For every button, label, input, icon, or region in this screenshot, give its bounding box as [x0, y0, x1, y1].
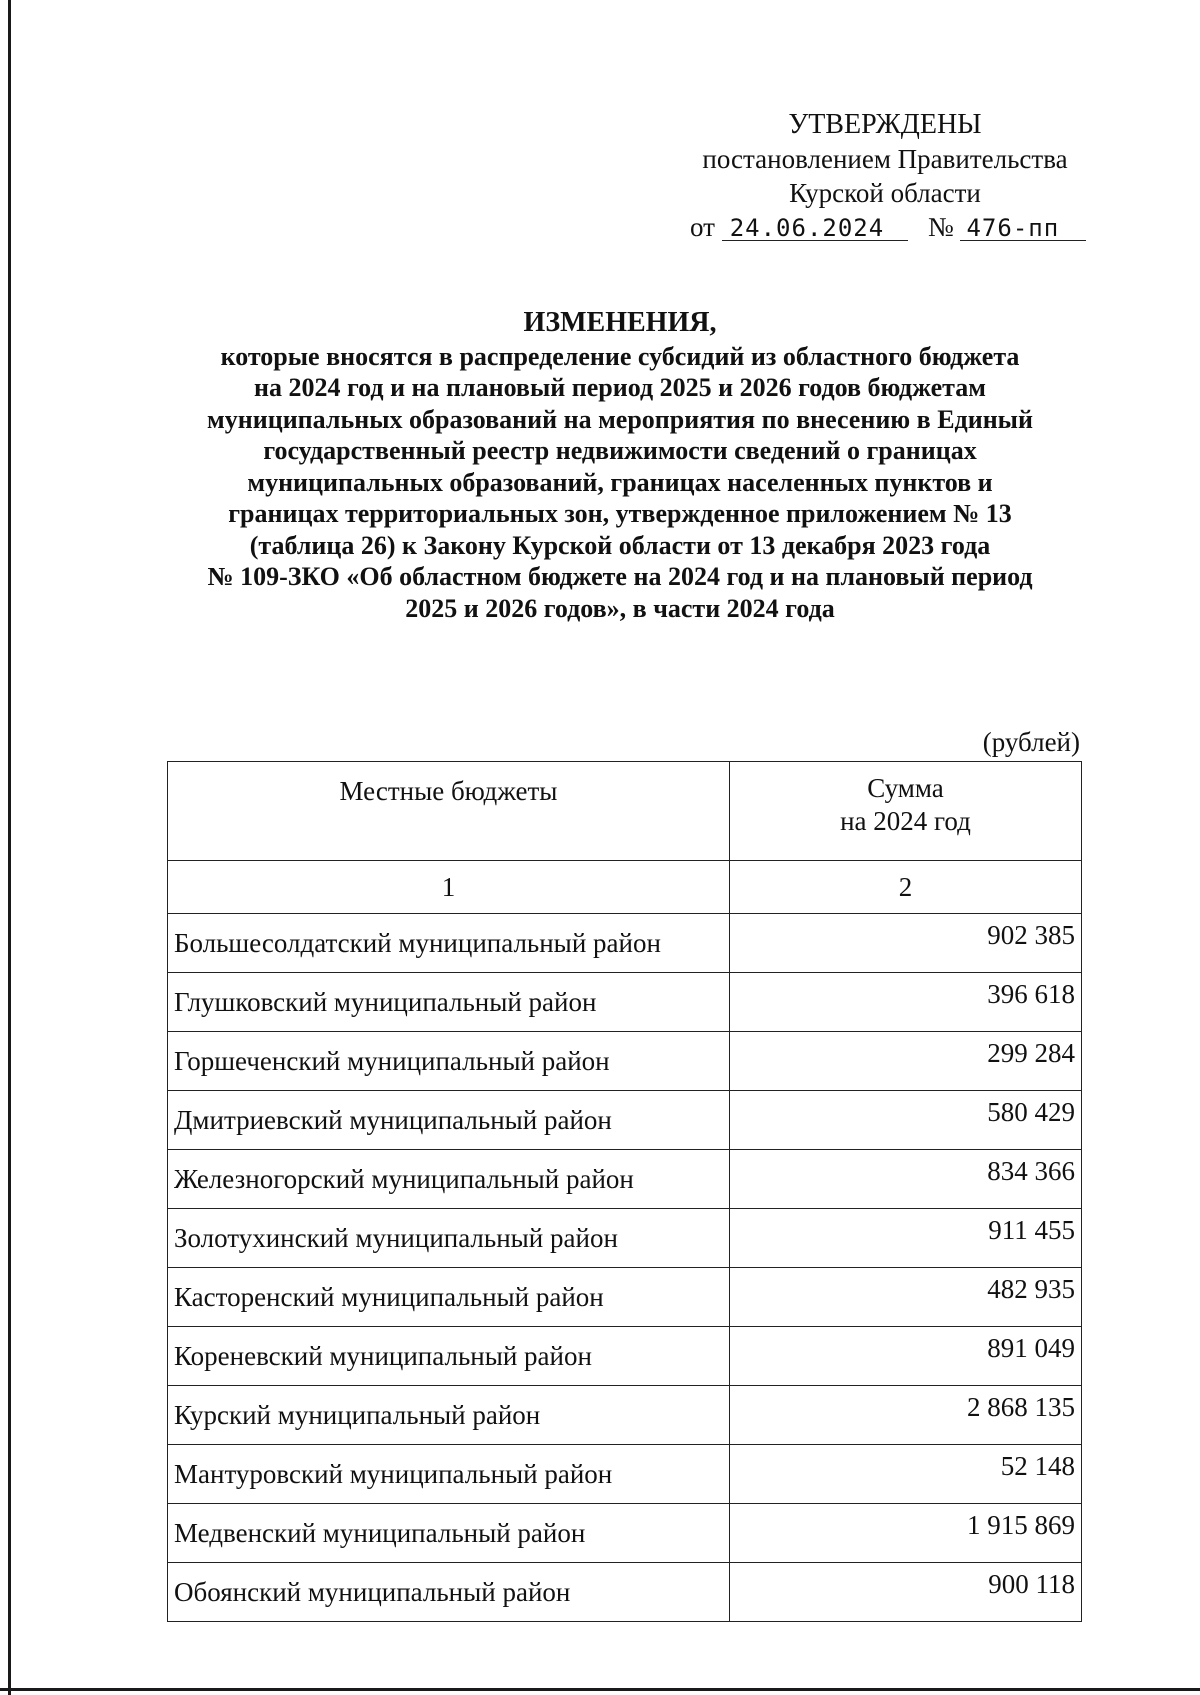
table-row: [168, 1268, 1082, 1327]
district-sum: 834 366: [730, 1150, 1082, 1209]
budget-table: [167, 761, 1082, 1622]
district-sum: 580 429: [730, 1091, 1082, 1150]
scan-edge-bottom: [0, 1688, 1200, 1691]
approval-heading: УТВЕРЖДЕНЫ: [788, 109, 982, 140]
header-local-budgets: Местные бюджеты: [168, 762, 730, 861]
table-row: [168, 1032, 1082, 1091]
table-row: [168, 1091, 1082, 1150]
title-heading: ИЗМЕНЕНИЯ,: [523, 307, 717, 338]
district-name: Медвенский муниципальный район: [168, 1504, 730, 1563]
column-number-1: 1: [168, 861, 730, 914]
district-sum: 902 385: [730, 914, 1082, 973]
title-line: (таблица 26) к Закону Курской области от 13 декабря 2023 года: [249, 530, 991, 560]
table-row: [168, 1445, 1082, 1504]
district-sum: 891 049: [730, 1327, 1082, 1386]
district-name: Горшеченский муниципальный район: [168, 1032, 730, 1091]
district-name: Касторенский муниципальный район: [168, 1268, 730, 1327]
table-row: [168, 1150, 1082, 1209]
title-line: муниципальных образований на мероприятия по внесению в Единый: [207, 404, 1033, 434]
number-prefix: №: [927, 212, 954, 242]
date-prefix: от: [690, 212, 715, 242]
district-name: Большесолдатский муниципальный район: [168, 914, 730, 973]
district-sum: 299 284: [730, 1032, 1082, 1091]
title-line: 2025 и 2026 годов», в части 2024 года: [405, 593, 835, 623]
approval-date-line: [690, 210, 1080, 244]
district-sum: 911 455: [730, 1209, 1082, 1268]
district-sum: 1 915 869: [730, 1504, 1082, 1563]
title-line: на 2024 год и на плановый период 2025 и 2026 годов бюджетам: [254, 373, 986, 402]
document-title: [160, 307, 1080, 624]
district-name: Кореневский муниципальный район: [168, 1327, 730, 1386]
district-name: Золотухинский муниципальный район: [168, 1209, 730, 1268]
district-sum: 900 118: [730, 1563, 1082, 1622]
header-sum-line-1: Сумма: [867, 773, 944, 803]
district-name: Глушковский муниципальный район: [168, 973, 730, 1032]
approval-stamp: [690, 108, 1080, 244]
title-line: муниципальных образований, границах населенных пунктов и: [247, 467, 993, 497]
approval-line-2: Курской области: [789, 178, 981, 208]
district-sum: 2 868 135: [730, 1386, 1082, 1445]
scan-edge-left: [8, 0, 11, 1695]
column-number-2: 2: [730, 861, 1082, 914]
title-text: [160, 341, 1080, 625]
approval-number: 476-пп: [960, 216, 1086, 241]
district-name: Мантуровский муниципальный район: [168, 1445, 730, 1504]
approval-line-1: постановлением Правительства: [702, 144, 1068, 174]
table-row: [168, 1327, 1082, 1386]
table-row: [168, 973, 1082, 1032]
approval-date: 24.06.2024: [722, 216, 908, 241]
district-sum: 396 618: [730, 973, 1082, 1032]
units-label: (рублей): [982, 727, 1080, 757]
title-line: № 109-ЗКО «Об областном бюджете на 2024 год и на плановый период: [207, 562, 1033, 591]
table-row: [168, 1504, 1082, 1563]
title-line: государственный реестр недвижимости сведений о границах: [263, 436, 977, 465]
district-name: Курский муниципальный район: [168, 1386, 730, 1445]
table-row: [168, 914, 1082, 973]
header-sum-line-2: на 2024 год: [840, 806, 971, 836]
header-sum: [730, 762, 1082, 861]
district-name: Обоянский муниципальный район: [168, 1563, 730, 1622]
table-row: [168, 1209, 1082, 1268]
title-line: которые вносятся в распределение субсидий из областного бюджета: [220, 341, 1020, 371]
district-sum: 52 148: [730, 1445, 1082, 1504]
table-row: [168, 1563, 1082, 1622]
district-sum: 482 935: [730, 1268, 1082, 1327]
table-row: [168, 1386, 1082, 1445]
district-name: Железногорский муниципальный район: [168, 1150, 730, 1209]
district-name: Дмитриевский муниципальный район: [168, 1091, 730, 1150]
column-numbers-row: [168, 861, 1082, 914]
title-line: границах территориальных зон, утвержденное приложением № 13: [228, 499, 1012, 528]
